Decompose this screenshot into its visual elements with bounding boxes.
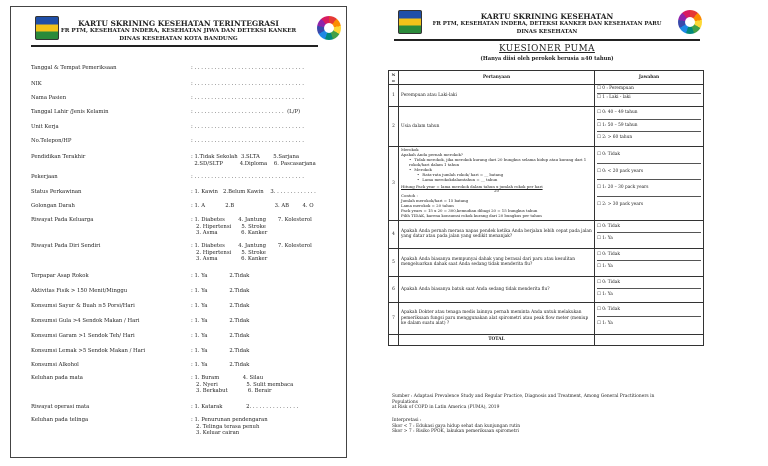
field-value[interactable]: : . . . . . . . . . . . . . . . . . . . . . . . . . . . . . . . . . [191, 138, 304, 144]
questionnaire-subtitle: (Hanya diisi oleh perokok berusia ≥40 tahun) [480, 56, 614, 62]
smoking-question-text: Apakah Anda pernah merokok? [401, 152, 463, 158]
example-line: Jumlah merokok/hari = 15 batang [401, 198, 469, 204]
field-value[interactable]: : 1. Ya 2.Tidak [191, 288, 250, 294]
puma-table [388, 70, 704, 346]
field-value[interactable]: : . . . . . . . . . . . . . . . . . . . . . . . . . . . . . . . . . [191, 95, 304, 101]
total-label: TOTAL [399, 334, 595, 345]
source-note [392, 394, 706, 411]
field-value[interactable]: : 1. Ya 2.Tidak [191, 333, 250, 339]
row-number: 6 [389, 276, 399, 302]
smoking-question [399, 147, 595, 221]
answer-options [595, 276, 704, 302]
interpretation-line: Skor > 7 : Risiko PPOK, lakukan pemeriksaan spirometri [392, 429, 519, 435]
answer-options [595, 107, 704, 147]
field-value[interactable]: : 1. Ya 2.Tidak [191, 273, 250, 279]
question-text: Apakah Anda biasanya batuk saat Anda sedang tidak menderita flu? [399, 276, 595, 302]
right-subtitle: FR PTM, KESEHATAN INDERA, DETEKSI KANKER DAN KESEHATAN PARU [432, 21, 662, 27]
answer-checkbox[interactable]: ☐ 0: Tidak [597, 152, 620, 158]
total-row [389, 334, 704, 345]
answer-checkbox[interactable]: ☐ 1: Ya [597, 288, 701, 301]
pack-year-divisor: 20 [494, 188, 499, 194]
example-line: Lama merokok = 20 tahun [401, 203, 454, 209]
question-text: Apakah Anda biasanya mempunyai dahak yang berasal dari paru atau kesulitan mengeluarkan dahak saat Anda sedang tidak menderita flu? [399, 248, 595, 276]
field-label: Nama Pasien [31, 95, 67, 101]
answer-options [595, 147, 704, 221]
row-number: 7 [389, 302, 399, 334]
interpretation-line: Skor < 7 : Edukasi gaya hidup sehat dan kunjungan rutin [392, 423, 521, 429]
answer-checkbox[interactable]: ☐ 1: 20 – 30 pack years [597, 179, 701, 196]
field-label: Tanggal Lahir /Jenis Kelamin [31, 109, 109, 115]
answer-checkbox[interactable]: ☐ 2: > 30 pack years [597, 196, 701, 213]
left-title: KARTU SKRINING KESEHATAN TERINTEGRASI [78, 19, 279, 28]
field-label: Pendidikan Terakhir [31, 154, 86, 160]
field-value[interactable]: : 1. Penurunan pendengaran 2. Telinga terasa penuh 3. Keluar cairan [191, 417, 268, 437]
left-agency: DINAS KESEHATAN KOTA BANDUNG [119, 36, 238, 42]
field-value[interactable]: : 1. Ya 2.Tidak [191, 303, 250, 309]
field-label: Status Perkawinan [31, 189, 82, 195]
field-label: Konsumsi Alkohol [31, 362, 79, 368]
field-label: Unit Kerja [31, 124, 59, 130]
field-label: Riwayat operasi mata [31, 404, 90, 410]
row-number: 2 [389, 107, 399, 147]
field-label: Riwayat Pada Diri Sendiri [31, 243, 101, 249]
field-value[interactable]: : 1. Buram 4. Silau 2. Nyeri 5. Sulit membaca 3. Berkabut 6. Berair [191, 375, 294, 395]
field-value[interactable]: : 1. Diabetes 4. Jantung 7. Kolesterol 2. Hipertensi 5. Stroke 3. Asma 6. Kanker [191, 243, 312, 263]
smoking-option-yes: • Merokok [409, 168, 592, 173]
answer-checkbox[interactable]: ☐ 1: 50 – 59 tahun [597, 119, 701, 132]
field-value[interactable]: : . . . . . . . . . . . . . . . . . . . . . . . . . . . . . . . . . [191, 65, 304, 71]
field-label: Konsumsi Gula >4 Sendok Makan / Hari [31, 318, 140, 324]
field-label: Konsumsi Garam >1 Sendok Teh/ Hari [31, 333, 135, 339]
question-text: Apakah Anda pernah merasa napas pendek ketika Anda berjalan lebih cepat pada jalan yang datar atau pada jalan yang sedikit menanjak? [399, 220, 595, 248]
field-label: Konsumsi Lemak >5 Sendok Makan / Hari [31, 348, 146, 354]
answer-checkbox[interactable]: ☐ 0: Tidak [597, 251, 620, 257]
smoking-per-day: • Rata-rata jumlah rokok/ hari = __ batang [417, 173, 592, 178]
field-value[interactable]: : 1. Katarak 2. . . . . . . . . . . . . . . [191, 404, 299, 410]
interpretation [392, 418, 706, 435]
example-line: Pack years = 15 x 20 = 300,kemudian dibagi 20 = 15 bungkus tahun [401, 208, 538, 214]
table-row [389, 220, 704, 248]
question-text: Apakah Dokter atau tenaga medis lainnya pernah meminta Anda untuk melakukan pemeriksaan fungsi paru menggunakan alat spirometri atau peak flow meter (meniup ke dalam suatu alat) ? [399, 302, 595, 334]
field-value[interactable]: : . . . . . . . . . . . . . . . . . . . . . . . . . . . . . . . . . [191, 81, 304, 87]
table-row [389, 107, 704, 147]
field-value[interactable]: : 1. Ya 2.Tidak [191, 362, 250, 368]
example-line: Pilih TIDAK, karena konsumsi rokok kurang dari 20 bungkus per tahun [401, 212, 542, 218]
answer-checkbox[interactable]: ☐ 1: Ya [597, 260, 701, 273]
example-title: Contoh : [401, 193, 418, 199]
answer-checkbox[interactable]: ☐ 1: Ya [597, 316, 701, 331]
col-question-header: Pertanyaan [399, 71, 595, 85]
smoking-years: • Lama merokokdalamtahun = __ tahun [417, 178, 592, 183]
answer-checkbox[interactable]: ☐ 0: Tidak [597, 223, 620, 229]
answer-options [595, 220, 704, 248]
question-text: Perempuan atau Laki-laki [399, 85, 595, 107]
right-title: KARTU SKRINING KESEHATAN [480, 12, 614, 21]
right-form-page [388, 6, 706, 458]
row-number: 4 [389, 220, 399, 248]
header-divider [31, 45, 318, 47]
field-label: Konsumsi Sayur & Buah ≥5 Porsi/Hari [31, 303, 135, 309]
source-line: Sumber : Adaptasi Prevalence Study and Regular Practice, Diagnosis and Treatment, Among General Practitioners in [392, 394, 655, 399]
table-row [389, 147, 704, 221]
field-label: Keluhan pada telinga [31, 417, 89, 423]
table-row [389, 276, 704, 302]
answer-checkbox[interactable]: ☐ 0: < 20 pack years [597, 163, 701, 180]
field-label: NIK [31, 81, 42, 87]
field-label: Golongan Darah [31, 203, 75, 209]
answer-checkbox[interactable]: ☐ 2: > 60 tahun [597, 131, 701, 144]
answer-checkbox[interactable]: ☐ 0: Tidak [597, 306, 620, 312]
row-number: 5 [389, 248, 399, 276]
answer-checkbox[interactable]: ☐ 0 : Perempuan [597, 86, 634, 92]
field-value[interactable]: : 1. Diabetes 4. Jantung 7. Kolesterol 2. Hipertensi 5. Stroke 3. Asma 6. Kanker [191, 217, 312, 237]
field-value[interactable]: : . . . . . . . . . . . . . . . . . . . . . . . . . . . . . . . . . [191, 174, 304, 180]
answer-checkbox[interactable]: ☐ 1 : Laki - laki [597, 93, 701, 102]
source-line: Populations [392, 399, 418, 405]
table-row [389, 302, 704, 334]
total-value [595, 334, 704, 345]
question-text: Usia dalam tahun [399, 107, 595, 147]
header-divider [394, 39, 700, 41]
field-label: Tanggal & Tempat Pemeriksaan [31, 65, 117, 71]
answer-checkbox[interactable]: ☐ 0: 40 – 49 tahun [597, 110, 638, 116]
field-label: Riwayat Pada Keluarga [31, 217, 94, 223]
left-header [11, 7, 346, 55]
col-no-header: N o [389, 71, 399, 85]
left-subtitle: FR PTM, KESEHATAN INDERA, KESEHATAN JIWA DAN DETEKSI KANKER [60, 28, 297, 34]
smoking-intro: Merokok [401, 147, 419, 153]
answer-options [595, 302, 704, 334]
answer-options [595, 248, 704, 276]
table-row [389, 248, 704, 276]
questionnaire-title: KUESIONER PUMA [499, 44, 595, 54]
source-line: at Risk of COPD in Latin America (PUMA), 2019 [392, 405, 500, 411]
field-label: Pekerjaan [31, 174, 58, 180]
field-value[interactable]: : 1. Kawin 2.Belum Kawin 3. . . . . . . . . . . . . [191, 189, 316, 195]
row-number: 3 [389, 147, 399, 221]
field-value[interactable]: : . . . . . . . . . . . . . . . . . . . . . . . . . . . . . . . . . [191, 124, 304, 130]
field-label: No.Telepon/HP [31, 138, 72, 144]
table-row [389, 85, 704, 107]
field-label: Aktivitas Fisik > 150 Menit/Minggu [31, 288, 128, 294]
right-agency: DINAS KESEHATAN [516, 29, 578, 35]
answer-options [595, 85, 704, 107]
answer-checkbox[interactable]: ☐ 1: Ya [597, 232, 701, 245]
col-answer-header: Jawaban [595, 71, 704, 85]
field-value[interactable]: : 1. Ya 2.Tidak [191, 318, 250, 324]
answer-checkbox[interactable]: ☐ 0: Tidak [597, 279, 620, 285]
field-value[interactable]: : . . . . . . . . . . . . . . . . . . . . . . . . . . . (L/P) [191, 109, 301, 115]
field-value[interactable]: : 1. Ya 2.Tidak [191, 348, 250, 354]
row-number: 1 [389, 85, 399, 107]
left-form-page [10, 6, 347, 458]
smoking-option-none: • Tidak merokok, jika merokok kurang dari 20 bungkus selama hidup atau kurang dari 1 rokok/hari dalam 1 tahun [409, 158, 592, 168]
field-value[interactable]: : 1.Tidak Sekolah 3.SLTA 5.Sarjana 2.SD/SLTP 4.Diploma 6. Pascasarjana [191, 154, 316, 167]
field-label: Terpapar Asap Rokok [31, 273, 89, 279]
interpretation-title: Interpretasi : [392, 418, 422, 423]
field-label: Keluhan pada mata [31, 375, 83, 381]
field-value[interactable]: : 1. A 2.B 3. AB 4. O [191, 203, 314, 209]
pack-year-formula: Hitung Pack year = lama merokok dalam tahun x jumlah rokok per hari [401, 183, 543, 189]
